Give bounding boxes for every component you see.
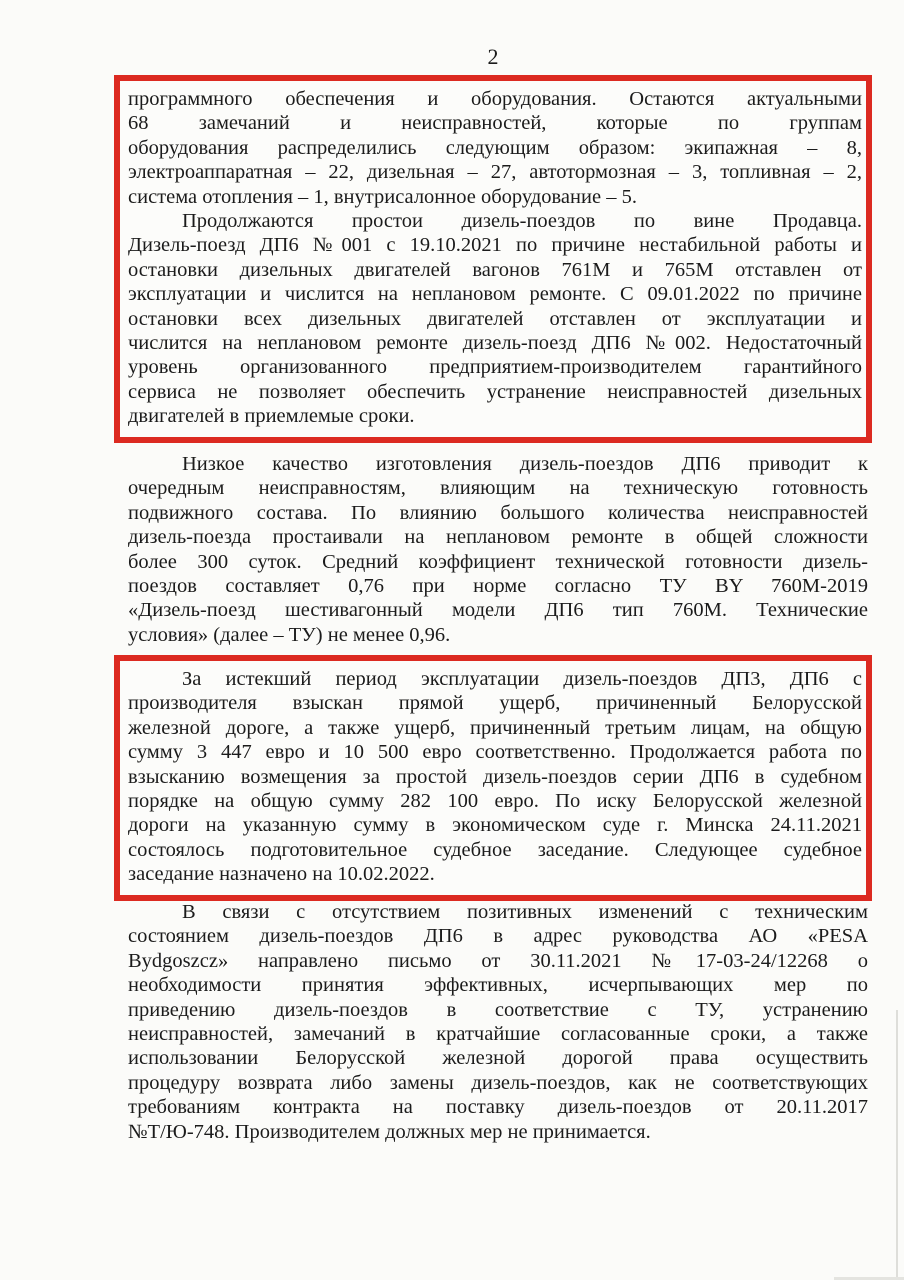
text-line: заседание назначено на 10.02.2022. — [128, 863, 435, 886]
text-line: электроаппаратная – 22, дизельная – 27, автотормозная – 3, топливная – 2, — [128, 161, 862, 184]
text-line: условия» (далее – ТУ) не менее 0,96. — [128, 623, 451, 646]
text-line: Продолжаются простои дизель-поездов по вине Продавца. — [182, 210, 862, 233]
text-line: дороги на указанную сумму в экономическом суде г. Минска 24.11.2021 — [128, 814, 862, 837]
text-line: железной дороге, а также ущерб, причиненный третьим лицам, на общую — [128, 716, 862, 739]
text-line: двигателей в приемлемые сроки. — [128, 405, 415, 428]
text-line: приведению дизель-поездов в соответствие с ТУ, устранению — [128, 998, 868, 1021]
text-line: производителя взыскан прямой ущерб, причиненный Белорусской — [128, 692, 862, 715]
text-line: уровень организованного предприятием-производителем гарантийного — [128, 356, 862, 379]
text-line: дизель-поезда простаивали на неплановом ремонте в общей сложности — [128, 526, 868, 549]
paragraph-block-1 — [128, 452, 868, 647]
text-line: Bydgoszcz» направлено письмо от 30.11.2021 №17-03-24/12268 о — [128, 949, 868, 972]
text-line: использовании Белорусской железной дорогой права осуществить — [128, 1047, 868, 1070]
text-line: оборудования распределились следующим образом: экипажная – 8, — [128, 136, 862, 159]
text-line: необходимости принятия эффективных, исчерпывающих мер по — [128, 974, 868, 997]
text-line: очередным неисправностям, влияющим на техническую готовность — [128, 477, 868, 500]
text-line: состоялось подготовительное судебное заседание. Следующее судебное — [128, 838, 862, 861]
text-line: Низкое качество изготовления дизель-поездов ДП6 приводит к — [182, 453, 868, 475]
text-line: эксплуатации и числится на неплановом ремонте. С 09.01.2022 по причине — [128, 283, 862, 306]
text-line: сумму 3 447 евро и 10 500 евро соответственно. Продолжается работа по — [128, 741, 862, 764]
text-line: остановки дизельных двигателей вагонов 761М и 765М отставлен от — [128, 258, 862, 281]
text-line: порядке на общую сумму 282 100 евро. По иску Белорусской железной — [128, 790, 862, 813]
text-line: 68 замечаний и неисправностей, которые по группам — [128, 112, 862, 135]
text-line: система отопления – 1, внутрисалонное оборудование – 5. — [128, 185, 637, 208]
text-line: поездов составляет 0,76 при норме согласно ТУ BY 760М-2019 — [128, 575, 868, 598]
scan-edge-artifact — [896, 1010, 898, 1280]
text-line: более 300 суток. Средний коэффициент технической готовности дизель- — [128, 550, 868, 573]
text-line: №Т/Ю-748. Производителем должных мер не принимается. — [128, 1120, 651, 1143]
text-line: неисправностей, замечаний в кратчайшие согласованные сроки, а также — [128, 1023, 868, 1046]
text-line: Дизель-поезд ДП6 №001 с 19.10.2021 по причине нестабильной работы и — [128, 234, 862, 257]
text-line: подвижного состава. По влиянию большого количества неисправностей — [128, 501, 868, 524]
text-line: остановки всех дизельных двигателей отставлен от эксплуатации и — [128, 307, 862, 330]
text-line: процедуру возврата либо замены дизель-поездов, как не соответствующих — [128, 1071, 868, 1094]
text-line: состоянием дизель-поездов ДП6 в адрес руководства АО «PESA — [128, 925, 868, 948]
text-line: сервиса не позволяет обеспечить устранение неисправностей дизельных — [128, 380, 862, 403]
text-line: «Дизель-поезд шестивагонный модели ДП6 тип 760М. Технические — [128, 599, 868, 622]
paragraph-block-2 — [128, 900, 868, 1144]
text-line: требованиям контракта на поставку дизель-поездов от 20.11.2017 — [128, 1096, 868, 1119]
text-line: взысканию возмещения за простой дизель-поездов серии ДП6 в судебном — [128, 765, 862, 788]
text-line: В связи с отсутствием позитивных изменений с техническим — [182, 901, 868, 923]
highlight-box-1 — [114, 75, 872, 443]
text-line: программного обеспечения и оборудования. Остаются актуальными — [128, 88, 862, 110]
highlight-box-2 — [114, 655, 872, 901]
page-number: 2 — [487, 44, 499, 69]
text-line: числится на неплановом ремонте дизель-поезд ДП6 №002. Недостаточный — [128, 332, 862, 355]
text-line: За истекший период эксплуатации дизель-поездов ДП3, ДП6 с — [182, 668, 862, 690]
